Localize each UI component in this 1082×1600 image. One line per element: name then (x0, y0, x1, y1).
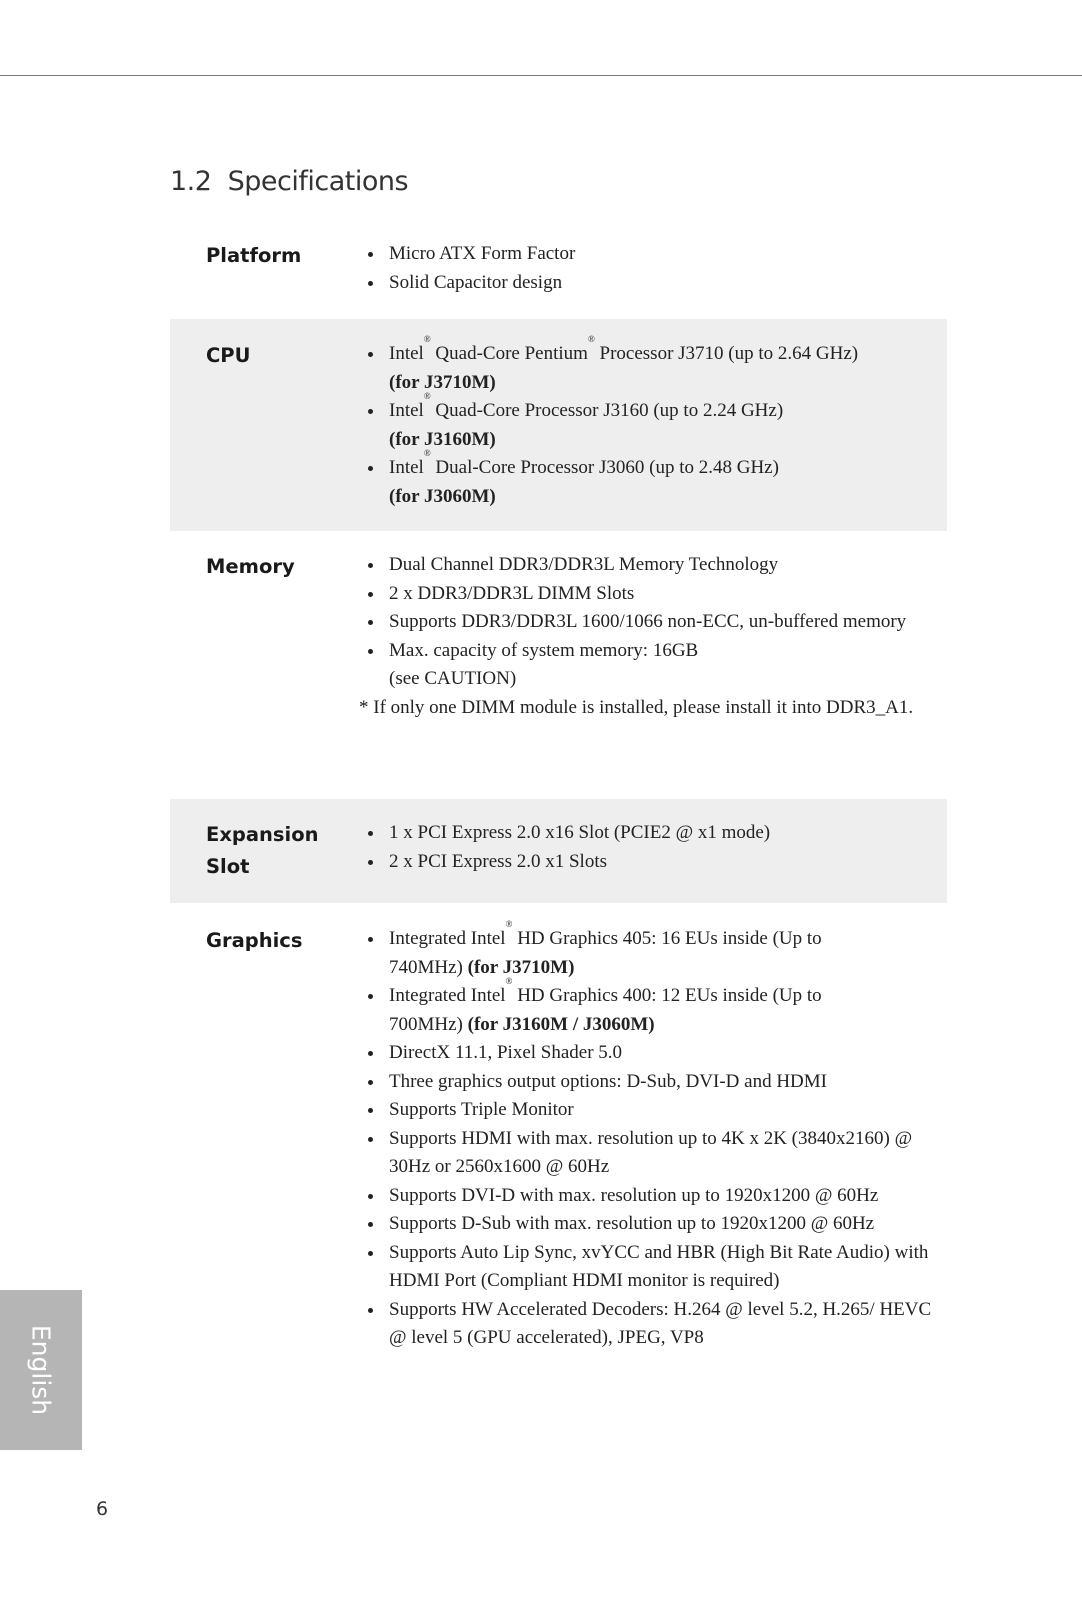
list-item: Max. capacity of system memory: 16GB (see CAUTION) (359, 637, 936, 694)
list-item: Intel® Dual-Core Processor J3060 (up to 2.48 GHz) (for J3060M) (359, 454, 936, 511)
header-rule (0, 75, 1082, 76)
spec-label-memory: Memory (206, 555, 295, 578)
list-item: 2 x PCI Express 2.0 x1 Slots (359, 848, 936, 877)
list-item: 2 x DDR3/DDR3L DIMM Slots (359, 580, 936, 609)
list-item: Supports Auto Lip Sync, xvYCC and HBR (High Bit Rate Audio) with HDMI Port (Compliant HDMI monitor is required) (359, 1239, 936, 1296)
section-number: 1.2 (170, 166, 212, 197)
list-item: DirectX 11.1, Pixel Shader 5.0 (359, 1039, 936, 1068)
list-item: Supports DDR3/DDR3L 1600/1066 non-ECC, un-buffered memory (359, 608, 936, 637)
page-number: 6 (96, 1498, 109, 1520)
spec-row-cpu (170, 319, 947, 531)
spec-content-expansion-slot (359, 819, 936, 903)
spec-content-graphics (359, 919, 936, 1353)
spec-label-graphics: Graphics (206, 929, 303, 952)
list-item: Intel® Quad-Core Processor J3160 (up to 2.24 GHz) (for J3160M) (359, 397, 936, 454)
list-item: Solid Capacitor design (359, 269, 936, 298)
list-item: Supports HDMI with max. resolution up to 4K x 2K (3840x2160) @ 30Hz or 2560x1600 @ 60Hz (359, 1125, 936, 1182)
list-item: Supports D-Sub with max. resolution up to 1920x1200 @ 60Hz (359, 1210, 936, 1239)
list-item: Three graphics output options: D-Sub, DVI-D and HDMI (359, 1068, 936, 1097)
list-item: Micro ATX Form Factor (359, 240, 936, 269)
list-item: Intel® Quad-Core Pentium® Processor J3710 (up to 2.64 GHz) (for J3710M) (359, 340, 936, 397)
spec-row-platform (170, 234, 947, 319)
spec-row-graphics (170, 903, 947, 1353)
spec-table (170, 234, 947, 1353)
spec-content-cpu (359, 334, 936, 531)
spec-label-platform: Platform (206, 244, 302, 267)
spec-row-memory (170, 531, 947, 799)
list-item: Supports DVI-D with max. resolution up to 1920x1200 @ 60Hz (359, 1182, 936, 1211)
list-item: Supports HW Accelerated Decoders: H.264 @ level 5.2, H.265/ HEVC @ level 5 (GPU accelerated), JPEG, VP8 (359, 1296, 936, 1353)
language-tab (0, 1290, 82, 1450)
memory-note: * If only one DIMM module is installed, please install it into DDR3_A1. (359, 696, 914, 718)
list-item: Supports Triple Monitor (359, 1096, 936, 1125)
spec-row-expansion-slot (170, 799, 947, 903)
list-item: Integrated Intel® HD Graphics 400: 12 EUs inside (Up to 700MHz) (for J3160M / J3060M) (359, 982, 936, 1039)
spec-content-memory (359, 551, 936, 799)
section-title-text: Specifications (227, 166, 409, 197)
list-item: Integrated Intel® HD Graphics 405: 16 EUs inside (Up to 740MHz) (for J3710M) (359, 925, 936, 982)
list-item: Dual Channel DDR3/DDR3L Memory Technology (359, 551, 936, 580)
spec-content-platform (359, 240, 936, 319)
list-item: 1 x PCI Express 2.0 x16 Slot (PCIE2 @ x1 mode) (359, 819, 936, 848)
spec-label-expansion-slot: Expansion Slot (206, 823, 319, 878)
language-tab-label: English (26, 1324, 56, 1416)
spec-label-cpu: CPU (206, 344, 251, 367)
section-title (170, 166, 408, 197)
